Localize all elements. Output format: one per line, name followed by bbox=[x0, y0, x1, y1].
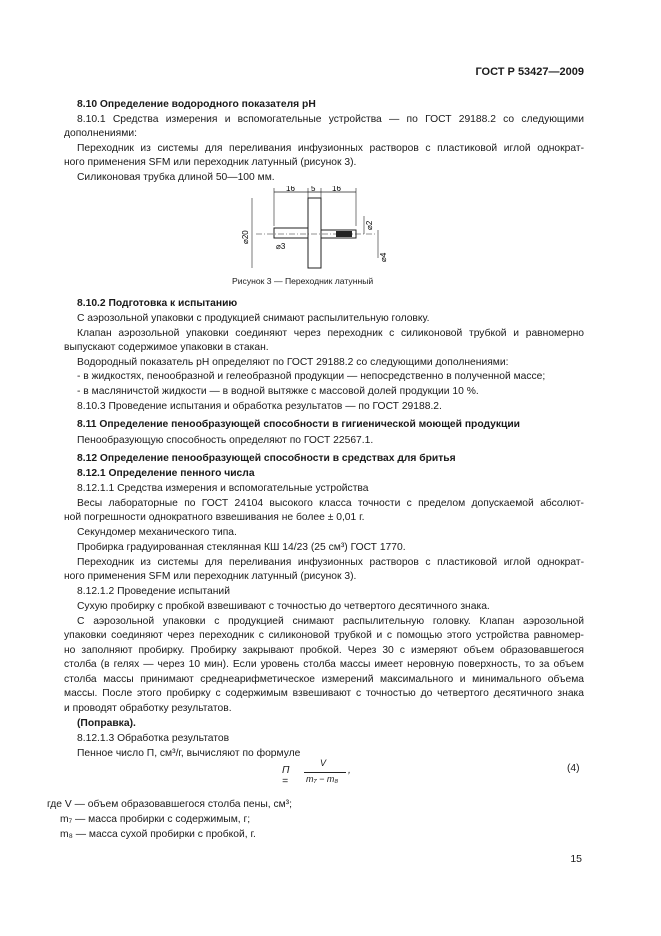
text-8-12-1-3: 8.12.1.3 Обработка результатов bbox=[77, 733, 230, 744]
text-prep-4: - в жидкостях, пенообразной и гелеобразной продукции — непосредственно в полученной массе; bbox=[77, 371, 546, 382]
text-amend: (Поправка). bbox=[77, 718, 136, 729]
text-scales-l1: Весы лабораторные по ГОСТ 24104 высокого класса точности с пределом допускаемой абсолют- bbox=[77, 498, 584, 509]
equation-number: (4) bbox=[567, 763, 580, 774]
text-prep-3: Водородный показатель рН определяют по ГОСТ 29188.2 со следующими дополнениями: bbox=[77, 357, 509, 368]
dim-16-right: 16 bbox=[332, 186, 341, 193]
where-m7: m₇ — масса пробирки с содержимым, г; bbox=[60, 814, 251, 825]
text-prep-5: - в масляничстой жидкости — в водной вытяжке с массовой долей продукции 10 %. bbox=[77, 386, 479, 397]
text-test-2f: массы. После этого пробирку с содержимым взвешивают с точностью до четвертого десятичного знака bbox=[64, 688, 584, 699]
text-test-2b: упаковки соединяют через переходник с силиконовой трубкой и с помощью этого устройства равномер- bbox=[64, 630, 584, 641]
text-prep-1: С аэрозольной упаковки с продукцией снимают распылительную головку. bbox=[77, 313, 430, 324]
dim-d2: ⌀2 bbox=[365, 220, 374, 230]
text-test-2e: столба массы принимают среднеарифметическое измерений максимального и минимального объема bbox=[64, 674, 584, 685]
text-test-2g: и проводят обработку результатов. bbox=[64, 703, 232, 714]
text-8-10-3: 8.10.3 Проведение испытания и обработка результатов — по ГОСТ 29188.2. bbox=[77, 401, 442, 412]
document-number: ГОСТ Р 53427—2009 bbox=[475, 66, 584, 78]
figure-caption: Рисунок 3 — Переходник латунный bbox=[232, 276, 374, 286]
section-title-8-11: 8.11 Определение пенообразующей способности в гигиенической моющей продукции bbox=[77, 419, 521, 430]
section-title-8-10-2: 8.10.2 Подготовка к испытанию bbox=[77, 298, 238, 309]
text-tube: Силиконовая трубка длиной 50—100 мм. bbox=[77, 172, 275, 183]
text-8-11: Пенообразующую способность определяют по ГОСТ 22567.1. bbox=[77, 435, 374, 446]
text-adapter2-l2: ного применения SFM или переходник латунный (рисунок 3). bbox=[64, 571, 357, 582]
dim-16-left: 16 bbox=[286, 186, 295, 193]
where-m8: m₈ — масса сухой пробирки с пробкой, г. bbox=[60, 829, 256, 840]
formula-tail: , bbox=[348, 765, 351, 776]
text-adapter2-l1: Переходник из системы для переливания инфузионных растворов с пластиковой иглой однократ- bbox=[77, 557, 584, 568]
text-8-10-1-line2: дополнениями: bbox=[64, 128, 137, 139]
text-prep-2b: выпускают содержимое упаковки в стакан. bbox=[64, 342, 269, 353]
formula-bar bbox=[304, 772, 346, 773]
formula-numerator: V bbox=[320, 758, 327, 768]
text-adapter-line1: Переходник из системы для переливания инфузионных растворов с пластиковой иглой однократ- bbox=[77, 143, 584, 154]
figure-brass-adapter bbox=[236, 186, 396, 273]
section-title-8-10: 8.10 Определение водородного показателя рН bbox=[77, 99, 316, 110]
text-test-2d: столба (в гелях — через 10 мин). Если уровень столба массы имеет неровную поверхность, то за объем bbox=[64, 659, 584, 670]
section-title-8-12-1: 8.12.1 Определение пенного числа bbox=[77, 468, 255, 479]
section-title-8-12: 8.12 Определение пенообразующей способности в средствах для бритья bbox=[77, 453, 456, 464]
text-scales-l2: ной погрешности однократного взвешивания не более ± 0,01 г. bbox=[64, 512, 365, 523]
text-8-12-1-1: 8.12.1.1 Средства измерения и вспомогательные устройства bbox=[77, 483, 369, 494]
text-8-12-1-2: 8.12.1.2 Проведение испытаний bbox=[77, 586, 230, 597]
formula-lhs: П = bbox=[282, 765, 290, 787]
text-test-2c: но заполняют пробирку. Пробирку закрывают пробкой. Через 30 с измеряют объем образовавшегося bbox=[64, 645, 584, 656]
text-calc: Пенное число П, см³/г, вычисляют по формуле bbox=[77, 748, 301, 759]
text-8-10-1-line1: 8.10.1 Средства измерения и вспомогательные устройства — по ГОСТ 29188.2 со следующими bbox=[77, 114, 584, 125]
dim-d20: ⌀20 bbox=[241, 230, 250, 244]
text-test-1: Сухую пробирку с пробкой взвешивают с точностью до четвертого десятичного знака. bbox=[77, 601, 490, 612]
where-v: где V — объем образовавшегося столба пены, см³; bbox=[47, 799, 292, 810]
text-prep-2a: Клапан аэрозольной упаковки соединяют через переходник с силиконовой трубкой и равномерно bbox=[77, 328, 584, 339]
dim-5: 5 bbox=[311, 186, 316, 193]
text-test-2a: С аэрозольной упаковки с продукцией снимают распылительную головку. Клапан аэрозольной bbox=[77, 616, 584, 627]
formula-denominator: m₇ − m₈ bbox=[306, 774, 339, 784]
text-tube2: Пробирка градуированная стеклянная КШ 14/23 (25 см³) ГОСТ 1770. bbox=[77, 542, 406, 553]
dim-d3: ⌀3 bbox=[276, 242, 286, 251]
text-adapter-line2: ного применения SFM или переходник латунный (рисунок 3). bbox=[64, 157, 357, 168]
page-number: 15 bbox=[570, 853, 582, 865]
dim-d4: ⌀4 bbox=[379, 252, 388, 262]
text-stopwatch: Секундомер механического типа. bbox=[77, 527, 237, 538]
